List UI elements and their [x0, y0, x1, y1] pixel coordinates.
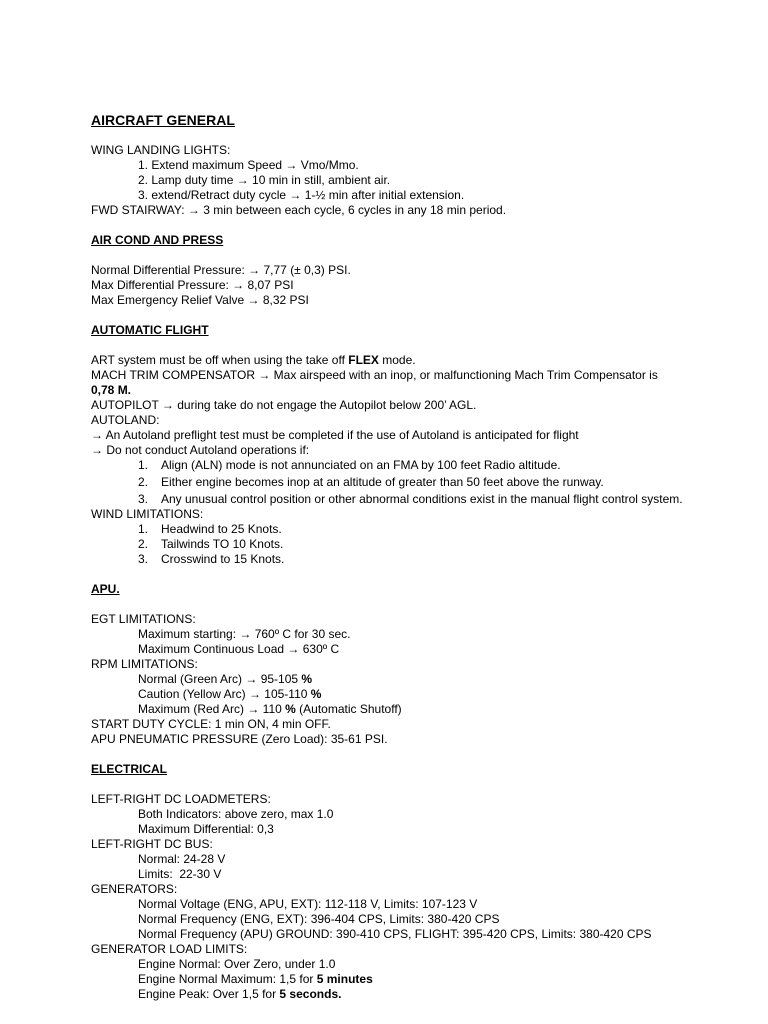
mach-trim-value — [91, 383, 711, 398]
list-text: Align (ALN) mode is not annunciated on an FMA by 100 feet Radio altitude. — [161, 458, 561, 472]
gen-load-text: Engine Peak: Over 1,5 for — [138, 987, 280, 1001]
loadmeters-item: Both Indicators: above zero, max 1.0 — [138, 807, 334, 821]
section-heading-electrical: ELECTRICAL — [91, 762, 167, 776]
apu-pneumatic-line: APU PNEUMATIC PRESSURE (Zero Load): 35-61 PSI. — [91, 732, 388, 746]
page-title: AIRCRAFT GENERAL — [91, 112, 235, 128]
list-number: 2. — [138, 475, 149, 489]
egt-item: Maximum starting: → 760º C for 30 sec. — [138, 627, 351, 641]
list-number: 3. — [138, 552, 149, 566]
percent-sign: % — [285, 702, 296, 716]
list-item — [91, 537, 711, 552]
rpm-item — [91, 702, 711, 717]
wind-limitations-list — [91, 522, 711, 567]
rpm-post: (Automatic Shutoff) — [295, 702, 402, 716]
list-number: 1. — [138, 458, 149, 472]
rpm-limitations-label: RPM LIMITATIONS: — [91, 657, 198, 671]
start-duty-cycle-line: START DUTY CYCLE: 1 min ON, 4 min OFF. — [91, 717, 331, 731]
art-system-line — [91, 353, 711, 368]
wing-landing-lights-item: 2. Lamp duty time → 10 min in still, ambient air. — [138, 173, 391, 187]
mach-trim-line: MACH TRIM COMPENSATOR → Max airspeed with an inop, or malfunctioning Mach Trim Compensator is — [91, 368, 658, 382]
art-text: ART system must be off when using the take off — [91, 353, 349, 367]
dc-bus-item: Limits: 22-30 V — [138, 867, 222, 881]
dc-bus-label: LEFT-RIGHT DC BUS: — [91, 837, 213, 851]
list-text: Any unusual control position or other abnormal conditions exist in the manual flight control system. — [161, 492, 683, 506]
generator-load-item — [91, 987, 711, 1002]
gen-load-bold: 5 minutes — [316, 972, 373, 986]
list-item — [91, 552, 711, 567]
rpm-text: Caution (Yellow Arc) → 105-110 — [138, 687, 311, 701]
fwd-stairway-line: FWD STAIRWAY: → 3 min between each cycle, 6 cycles in any 18 min period. — [91, 203, 507, 217]
gen-load-text: Engine Normal Maximum: 1,5 for — [138, 972, 317, 986]
rpm-text: Maximum (Red Arc) → 110 — [138, 702, 286, 716]
mach-value-text: 0,78 M. — [91, 383, 132, 397]
list-number: 1. — [138, 522, 149, 536]
dc-bus-item: Normal: 24-28 V — [138, 852, 226, 866]
section-heading-air-cond: AIR COND AND PRESS — [91, 233, 224, 247]
rpm-item — [91, 672, 711, 687]
generators-item: Normal Frequency (APU) GROUND: 390-410 CPS, FLIGHT: 395-420 CPS, Limits: 380-420 CPS — [138, 927, 652, 941]
generator-load-item — [91, 972, 711, 987]
autopilot-line: AUTOPILOT → during take do not engage the Autopilot below 200’ AGL. — [91, 398, 477, 412]
generator-load-item: Engine Normal: Over Zero, under 1.0 — [138, 957, 336, 971]
list-item — [91, 475, 711, 490]
list-text: Tailwinds TO 10 Knots. — [161, 537, 284, 551]
air-cond-line: Max Emergency Relief Valve → 8,32 PSI — [91, 293, 309, 307]
air-cond-line: Normal Differential Pressure: → 7,77 (± 0,3) PSI. — [91, 263, 351, 277]
generators-item: Normal Voltage (ENG, APU, EXT): 112-118 V, Limits: 107-123 V — [138, 897, 478, 911]
egt-item: Maximum Continuous Load → 630º C — [138, 642, 340, 656]
loadmeters-label: LEFT-RIGHT DC LOADMETERS: — [91, 792, 271, 806]
list-text: Headwind to 25 Knots. — [161, 522, 282, 536]
generators-item: Normal Frequency (ENG, EXT): 396-404 CPS, Limits: 380-420 CPS — [138, 912, 500, 926]
gen-load-bold: 5 seconds. — [279, 987, 342, 1001]
percent-sign: % — [310, 687, 322, 701]
autoland-line: → An Autoland preflight test must be completed if the use of Autoland is anticipated for flight — [91, 428, 579, 442]
generator-load-limits-label: GENERATOR LOAD LIMITS: — [91, 942, 248, 956]
air-cond-line: Max Differential Pressure: → 8,07 PSI — [91, 278, 294, 292]
autoland-label: AUTOLAND: — [91, 413, 160, 427]
list-item — [91, 522, 711, 537]
art-text-end: mode. — [378, 353, 416, 367]
list-item — [91, 492, 711, 507]
wind-limitations-label: WIND LIMITATIONS: — [91, 507, 204, 521]
generators-label: GENERATORS: — [91, 882, 178, 896]
wing-landing-lights-label: WING LANDING LIGHTS: — [91, 143, 231, 157]
autoland-conditions-list — [91, 458, 711, 507]
list-text: Either engine becomes inop at an altitude of greater than 50 feet above the runway. — [161, 475, 604, 489]
egt-limitations-label: EGT LIMITATIONS: — [91, 612, 196, 626]
section-heading-automatic-flight: AUTOMATIC FLIGHT — [91, 323, 209, 337]
wing-landing-lights-item: 1. Extend maximum Speed → Vmo/Mmo. — [138, 158, 359, 172]
autoland-line: → Do not conduct Autoland operations if: — [91, 443, 310, 457]
wing-landing-lights-item: 3. extend/Retract duty cycle → 1-½ min after initial extension. — [138, 188, 465, 202]
list-text: Crosswind to 15 Knots. — [161, 552, 285, 566]
rpm-text: Normal (Green Arc) → 95-105 — [138, 672, 302, 686]
flex-mode-text: FLEX — [348, 353, 379, 367]
loadmeters-item: Maximum Differential: 0,3 — [138, 822, 274, 836]
section-heading-apu: APU. — [91, 582, 120, 596]
list-item — [91, 458, 711, 473]
list-number: 3. — [138, 492, 149, 506]
percent-sign: % — [301, 672, 313, 686]
list-number: 2. — [138, 537, 149, 551]
document-page — [91, 111, 711, 1002]
rpm-item — [91, 687, 711, 702]
